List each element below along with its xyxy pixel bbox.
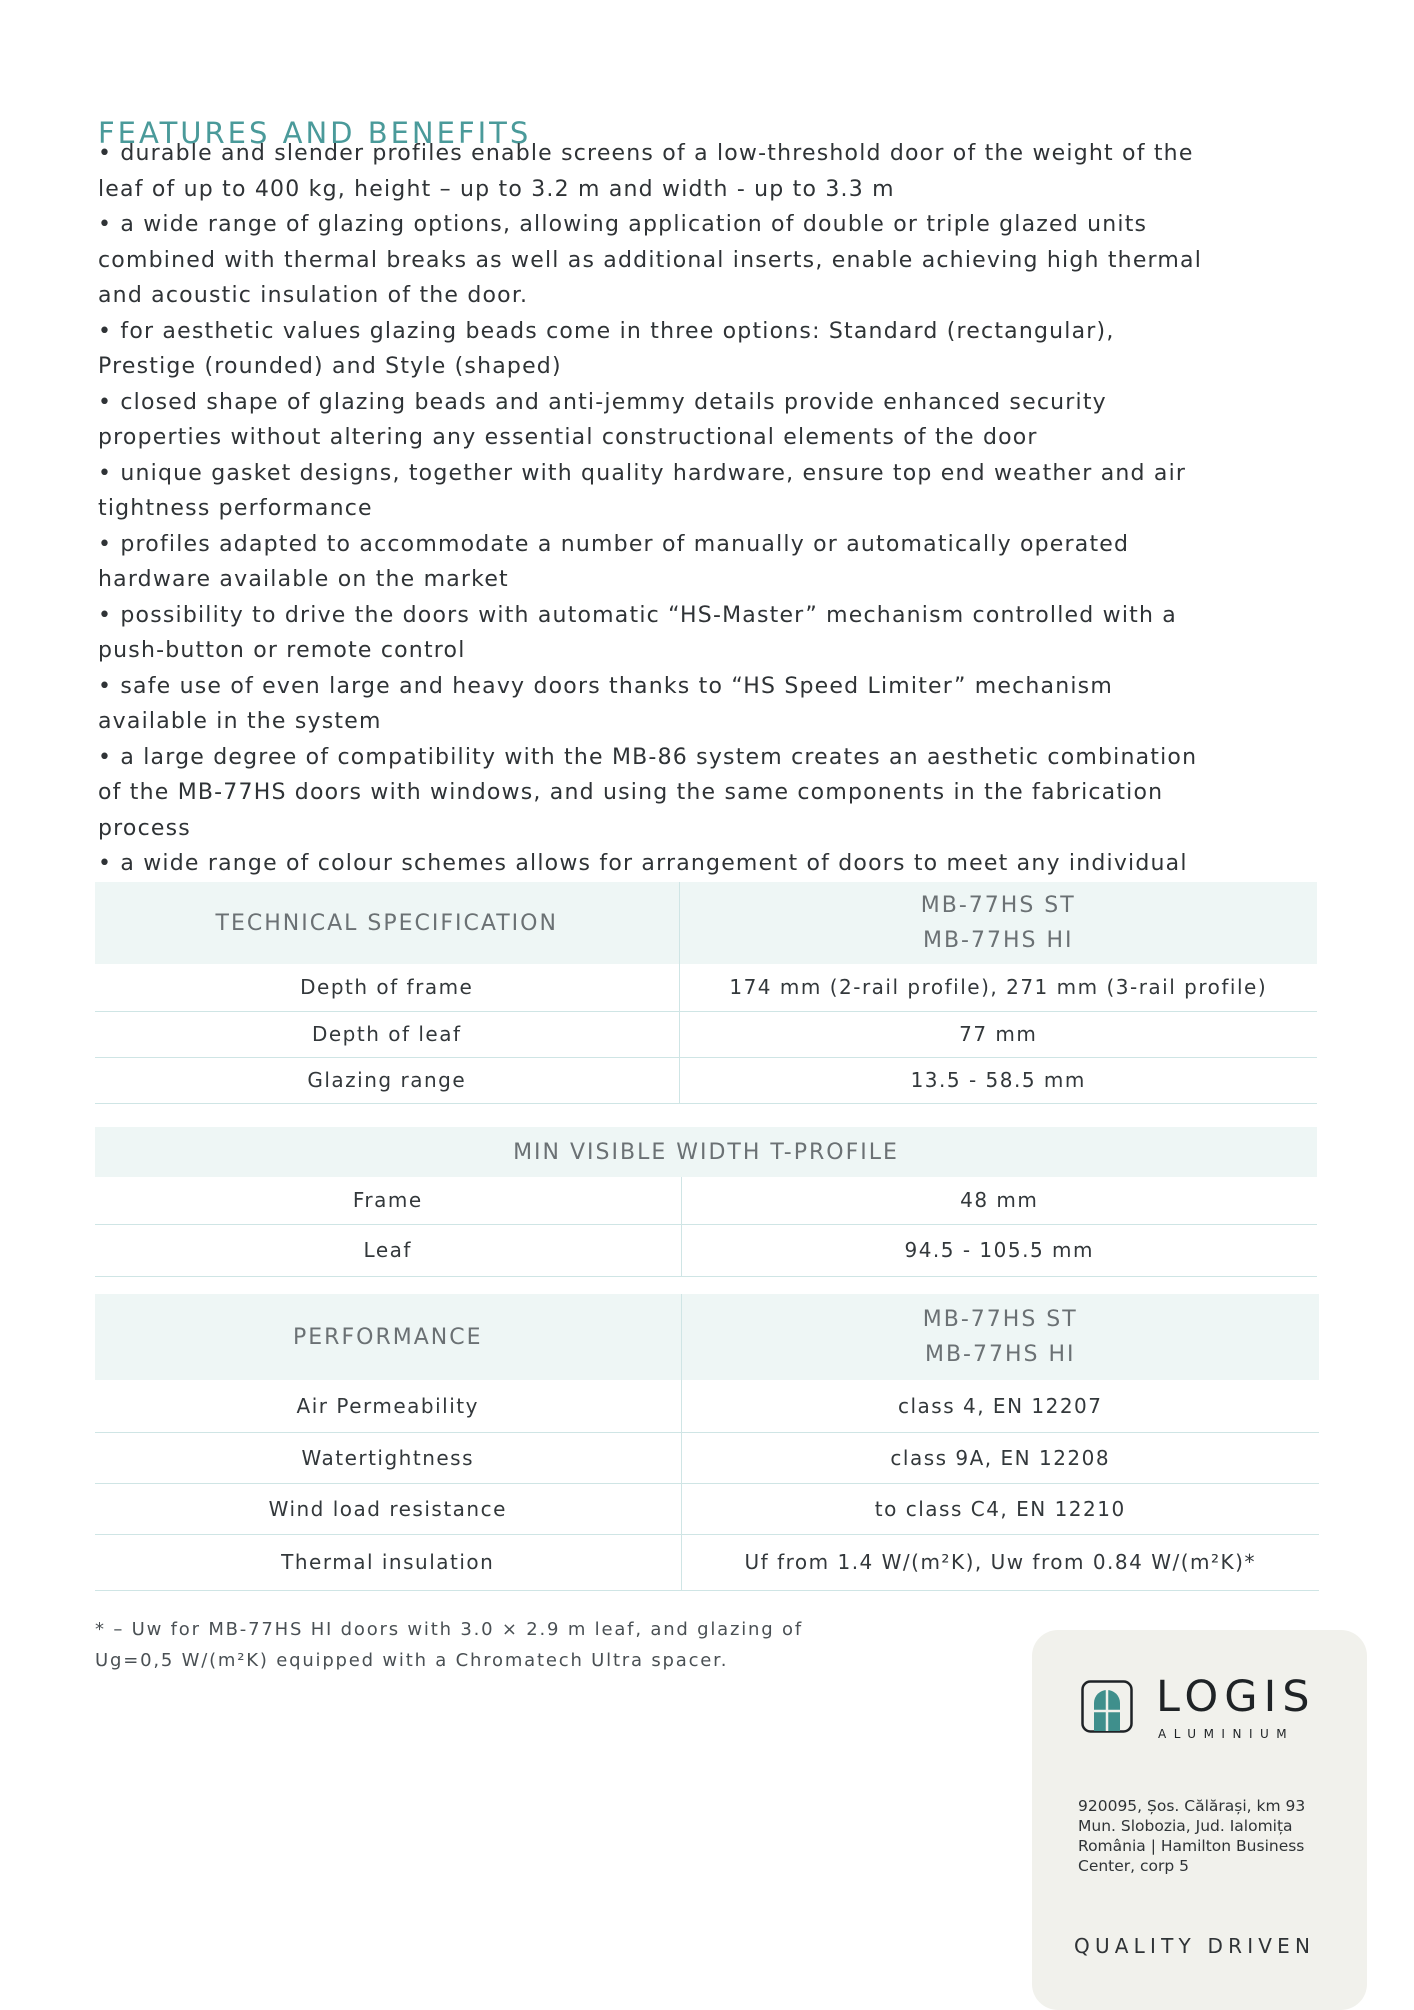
feature-line: hardware available on the market [98,567,509,592]
feature-line: • a large degree of compatibility with the MB-86 system creates an aesthetic combination [98,744,1198,770]
row-value: 94.5 - 105.5 mm [681,1224,1317,1276]
features-list [98,136,1338,917]
table-row [95,964,1317,1011]
feature-line: of the MB-77HS doors with windows, and using the same components in the fabrication [98,780,1164,805]
feature-line: Prestige (rounded) and Style (shaped) [98,354,562,379]
performance-table [95,1294,1319,1591]
footnote-line: Ug=0,5 W/(m²K) equipped with a Chromatech Ultra spacer. [95,1650,729,1671]
min-visible-width-table [95,1127,1317,1277]
feature-line: • a wide range of glazing options, allowing application of double or triple glazed units [98,212,1148,237]
model-st-label: MB-77HS ST [922,1307,1078,1332]
logis-logo-icon [1081,1680,1133,1733]
feature-line: process [98,815,191,841]
technical-specification-header: TECHNICAL SPECIFICATION [95,882,679,964]
address-line: Center, corp 5 [1078,1857,1190,1875]
feature-line: • profiles adapted to accommodate a number of manually or automatically operated [98,531,1130,557]
row-label: Depth of frame [95,964,679,1011]
row-value: class 4, EN 12207 [681,1380,1319,1432]
feature-line: tightness performance [98,496,373,521]
row-value: class 9A, EN 12208 [681,1432,1319,1483]
table-row [95,1011,1317,1057]
feature-line: • for aesthetic values glazing beads come in three options: Standard (rectangular), [98,318,1115,344]
brand-name: LOGIS [1156,1672,1316,1722]
table-row [95,1057,1317,1103]
row-value: to class C4, EN 12210 [681,1483,1319,1534]
row-value: 48 mm [681,1177,1317,1224]
row-value: 13.5 - 58.5 mm [679,1057,1317,1103]
feature-line: • closed shape of glazing beads and anti-jemmy details provide enhanced security [98,389,1107,415]
row-value: 174 mm (2-rail profile), 271 mm (3-rail profile) [679,964,1317,1011]
table-row [95,1224,1317,1276]
table-row [95,1432,1319,1483]
row-label: Wind load resistance [95,1483,681,1534]
row-value: 77 mm [679,1011,1317,1057]
feature-line: leaf of up to 400 kg, height – up to 3.2 m and width - up to 3.3 m [98,176,895,202]
address-line: 920095, Șos. Călărași, km 93 [1078,1797,1306,1815]
features-title: FEATURES AND BENEFITS [98,116,532,151]
technical-models-header [679,882,1317,964]
feature-line: available in the system [98,709,382,734]
feature-line: • a wide range of colour schemes allows for arrangement of doors to meet any individual [98,851,1188,876]
tagline: QUALITY DRIVEN [1074,1934,1316,1958]
feature-line: • unique gasket designs, together with quality hardware, ensure top end weather and air [98,460,1187,486]
feature-line: • possibility to drive the doors with automatic “HS-Master” mechanism controlled with a [98,602,1177,628]
row-label: Depth of leaf [95,1011,679,1057]
table-row [95,1534,1319,1590]
feature-line: • durable and slender profiles enable screens of a low-threshold door of the weight of the [98,141,1194,166]
table-row [95,1380,1319,1432]
table-row [95,1483,1319,1534]
feature-line: combined with thermal breaks as well as additional inserts, enable achieving high thermal [98,247,1203,273]
brand-subtitle: ALUMINIUM [1158,1727,1295,1741]
feature-line: and acoustic insulation of the door. [98,283,529,308]
address-line: Mun. Slobozia, Jud. Ialomița [1078,1817,1293,1835]
min-visible-width-header: MIN VISIBLE WIDTH T-PROFILE [95,1127,1317,1177]
table-row [95,1177,1317,1224]
brand-card [1032,1630,1367,2010]
row-value: Uf from 1.4 W/(m²K), Uw from 0.84 W/(m²K)* [681,1534,1319,1590]
performance-models-header [681,1294,1319,1380]
row-label: Air Permeability [95,1380,681,1432]
row-label: Frame [95,1177,681,1224]
footnote [95,1614,915,1676]
row-label: Thermal insulation [95,1534,681,1590]
footnote-line: * – Uw for MB-77HS HI doors with 3.0 × 2.9 m leaf, and glazing of [95,1619,803,1640]
model-st-label: MB-77HS ST [920,893,1076,918]
address-line: România | Hamilton Business [1078,1837,1305,1855]
model-hi-label: MB-77HS HI [922,928,1074,953]
feature-line: properties without altering any essential constructional elements of the door [98,425,1038,450]
performance-header: PERFORMANCE [95,1294,681,1380]
feature-line: • safe use of even large and heavy doors thanks to “HS Speed Limiter” mechanism [98,673,1113,699]
row-label: Leaf [95,1224,681,1276]
model-hi-label: MB-77HS HI [924,1342,1076,1367]
row-label: Glazing range [95,1057,679,1103]
address [1078,1796,1328,1876]
feature-line: push-button or remote control [98,638,466,663]
row-label: Watertightness [95,1432,681,1483]
technical-specification-table [95,882,1317,1104]
